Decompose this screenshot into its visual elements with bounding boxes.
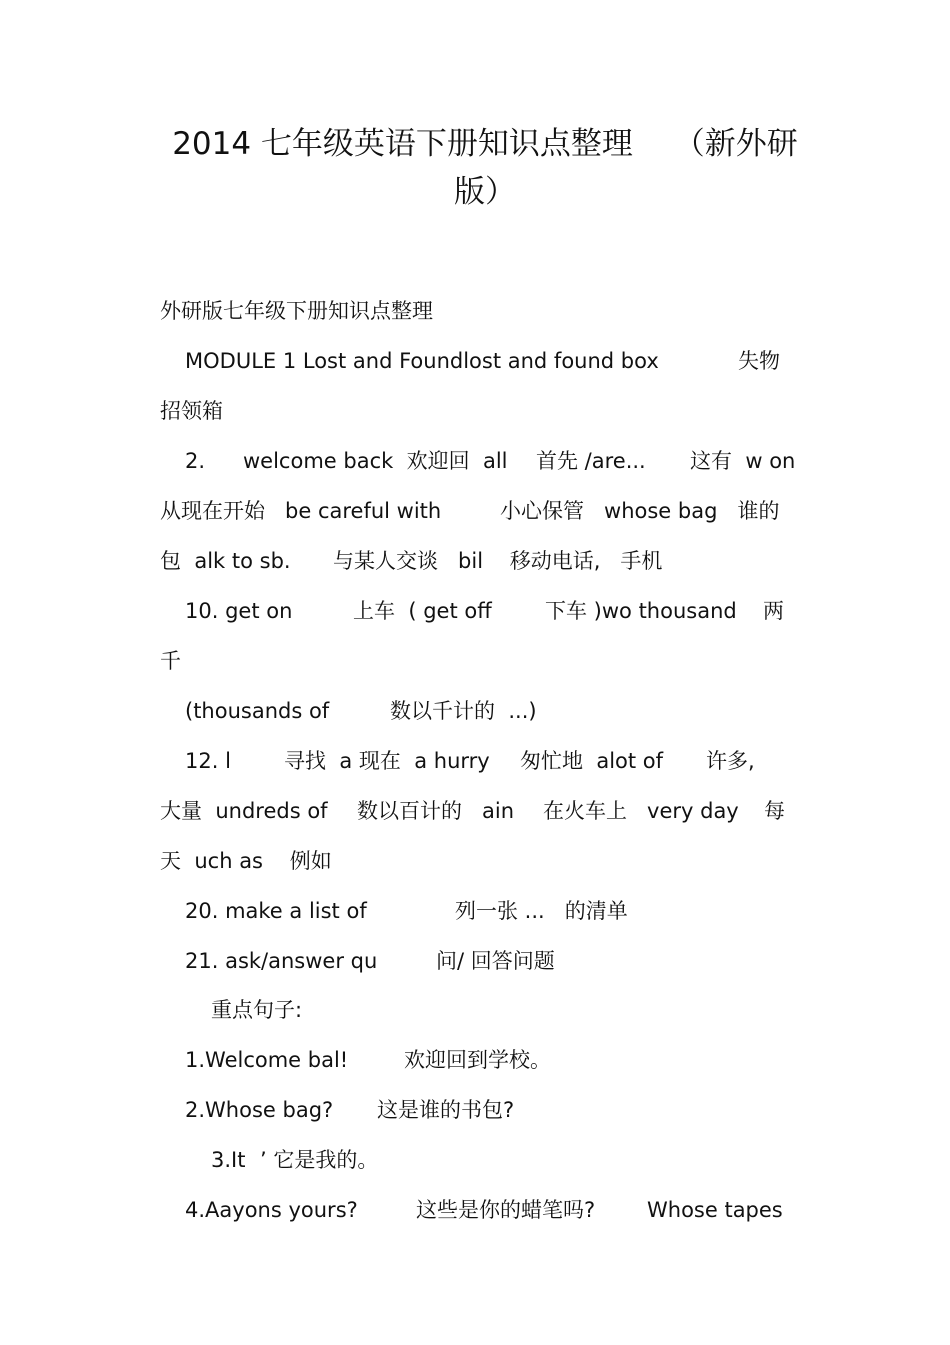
text-line — [0, 1095, 950, 1125]
text-segment: 每 — [764, 799, 785, 823]
document-title — [150, 120, 820, 216]
text-segment: 匆忙地 alot of — [520, 749, 664, 773]
text-segment: 上车 ( get off — [353, 599, 492, 623]
text-segment: 失物 — [738, 349, 780, 373]
text-segment: ’ 它是我的。 — [260, 1148, 379, 1172]
text-segment: 2. — [185, 449, 206, 473]
text-segment: 2.Whose bag? — [185, 1098, 334, 1122]
text-segment: 数以百计的 ain — [357, 799, 515, 823]
text-segment: 问/ 回答问题 — [436, 949, 555, 973]
text-segment: 这些是你的蜡笔吗? — [416, 1198, 596, 1222]
text-line: 天 uch as 例如 — [160, 849, 332, 873]
text-segment: 这有 w on — [690, 449, 796, 473]
text-segment: 20. make a list of — [185, 899, 367, 923]
text-segment: 从现在开始 be careful with — [160, 499, 442, 523]
text-line — [0, 696, 950, 726]
text-segment: 首先 /are... — [536, 449, 646, 473]
text-segment: 许多, — [706, 749, 755, 773]
text-segment: Whose tapes — [647, 1198, 783, 1222]
text-segment: 这是谁的书包? — [377, 1098, 515, 1122]
text-line — [0, 546, 950, 576]
text-segment: 两 — [763, 599, 784, 623]
text-line — [0, 746, 950, 776]
title-line-1: 2014 七年级英语下册知识点整理 （新外研 — [172, 126, 798, 162]
text-segment: 下车 )wo thousand — [545, 599, 737, 623]
text-line: 外研版七年级下册知识点整理 — [160, 299, 433, 323]
text-segment: 与某人交谈 bil 移动电话, 手机 — [333, 549, 663, 573]
text-line — [0, 496, 950, 526]
text-line: 千 — [160, 649, 181, 673]
text-segment: 包 alk to sb. — [160, 549, 291, 573]
text-segment: 在火车上 very day — [543, 799, 739, 823]
text-segment: 4.Aayons yours? — [185, 1198, 358, 1222]
text-segment: 数以千计的 ...) — [390, 699, 537, 723]
text-line — [0, 896, 950, 926]
text-segment: welcome back 欢迎回 all — [243, 449, 508, 473]
text-line — [0, 346, 950, 376]
text-line — [0, 1195, 950, 1225]
text-segment: 列一张 ... 的清单 — [455, 899, 628, 923]
section-heading: 重点句子: — [211, 998, 303, 1022]
text-line — [0, 1145, 950, 1175]
text-segment: MODULE 1 Lost and Foundlost and found box — [185, 349, 659, 373]
text-segment: 欢迎回到学校。 — [404, 1048, 551, 1072]
text-segment: 寻找 a 现在 a hurry — [284, 749, 490, 773]
title-line-2: 版） — [454, 174, 516, 210]
text-segment: 21. ask/answer qu — [185, 949, 378, 973]
text-segment: 小心保管 whose bag 谁的 — [500, 499, 780, 523]
text-segment: 大量 undreds of — [160, 799, 328, 823]
text-line — [0, 446, 950, 476]
text-segment: (thousands of — [185, 699, 330, 723]
text-line — [0, 946, 950, 976]
text-line — [0, 796, 950, 826]
text-line — [0, 1045, 950, 1075]
text-segment: 12. l — [185, 749, 231, 773]
text-line — [0, 596, 950, 626]
text-segment: 1.Welcome bal! — [185, 1048, 349, 1072]
text-line: 招领箱 — [160, 399, 223, 423]
text-segment: 3.It — [211, 1148, 246, 1172]
text-segment: 10. get on — [185, 599, 293, 623]
